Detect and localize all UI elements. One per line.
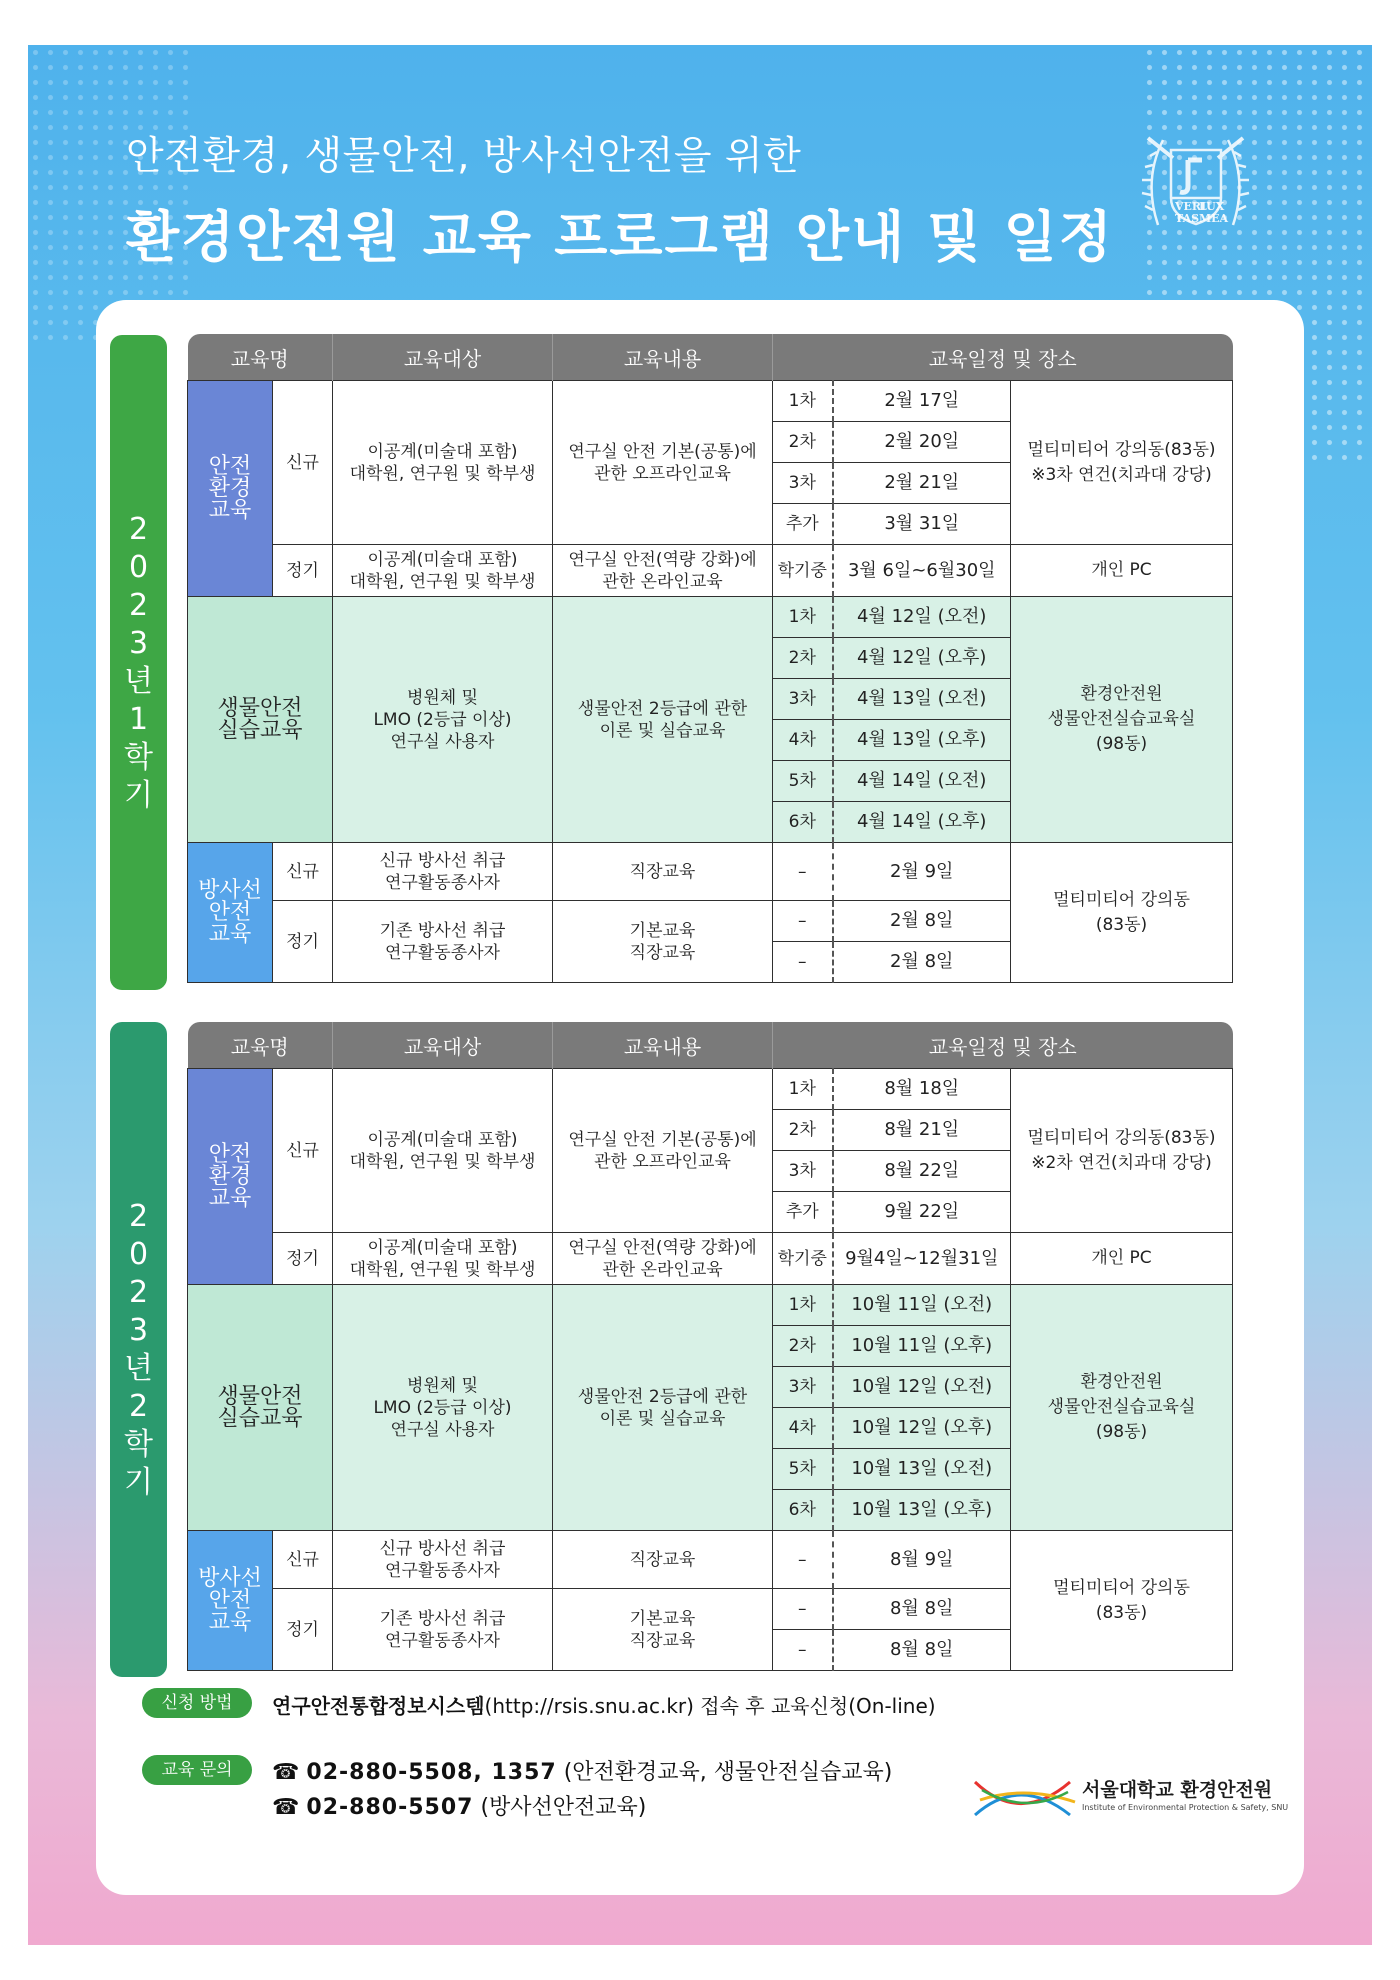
content-cell: 기본교육 직장교육 [553,1589,773,1671]
phone-icon: ☎ [272,1760,300,1785]
type-label: 신규 [273,1069,333,1233]
type-label: 신규 [273,1531,333,1589]
phone-number[interactable]: 02-880-5507 [306,1795,474,1820]
apply-url[interactable]: (http://rsis.snu.ac.kr) 접속 후 교육신청(On-line) [484,1694,936,1718]
category-label: 안전 환경 교육 [188,381,273,597]
session-order: 1차 [773,381,833,422]
session-order: 5차 [773,761,833,802]
content-cell: 생물안전 2등급에 관한 이론 및 실습교육 [553,597,773,843]
target-cell: 이공계(미술대 포함) 대학원, 연구원 및 학부생 [333,381,553,545]
page-title: 환경안전원 교육 프로그램 안내 및 일정 [126,205,1114,269]
location-cell: 개인 PC [1011,1233,1233,1285]
content-cell: 연구실 안전 기본(공통)에 관한 오프라인교육 [553,1069,773,1233]
session-order: 추가 [773,504,833,545]
contact-phone-1 [272,1755,892,1786]
column-header: 교육대상 [333,1022,553,1069]
session-order: 학기중 [773,1233,833,1285]
session-order: – [773,942,833,983]
column-header: 교육명 [188,1022,333,1069]
session-date: 3월 31일 [833,504,1011,545]
institute-name: 서울대학교 환경안전원 [1082,1779,1273,1801]
emblem-text: VERI [1175,200,1207,213]
session-order: 2차 [773,1110,833,1151]
session-order: 6차 [773,802,833,843]
contact-label: 교육 문의 [142,1755,252,1785]
content-cell: 직장교육 [553,1531,773,1589]
content-cell: 생물안전 2등급에 관한 이론 및 실습교육 [553,1285,773,1531]
column-header: 교육명 [188,334,333,381]
apply-system: 연구안전통합정보시스템 [272,1694,485,1718]
session-order: 학기중 [773,545,833,597]
session-order: 3차 [773,1151,833,1192]
session-date: 2월 20일 [833,422,1011,463]
apply-info [272,1690,936,1719]
location-cell: 멀티미티어 강의동 (83동) [1011,1531,1233,1671]
session-order: – [773,1531,833,1589]
category-label: 방사선 안전 교육 [188,843,273,983]
emblem-text: TAS [1175,212,1200,225]
session-order: 2차 [773,422,833,463]
schedule-table [187,1022,1233,1671]
location-cell: 개인 PC [1011,545,1233,597]
session-order: 추가 [773,1192,833,1233]
category-label: 방사선 안전 교육 [188,1531,273,1671]
session-order: 2차 [773,638,833,679]
session-order: 4차 [773,1408,833,1449]
session-date: 10월 13일 (오후) [833,1490,1011,1531]
session-date: 10월 11일 (오전) [833,1285,1011,1326]
session-date: 10월 13일 (오전) [833,1449,1011,1490]
session-date: 2월 8일 [833,942,1011,983]
session-date: 8월 8일 [833,1630,1011,1671]
target-cell: 병원체 및 LMO (2등급 이상) 연구실 사용자 [333,1285,553,1531]
session-date: 10월 12일 (오전) [833,1367,1011,1408]
page-subtitle: 안전환경, 생물안전, 방사선안전을 위한 [126,134,802,179]
session-date: 4월 12일 (오전) [833,597,1011,638]
semester-label: 2023년 2학기 [110,1022,167,1677]
session-date: 8월 18일 [833,1069,1011,1110]
column-header: 교육일정 및 장소 [773,334,1233,381]
semester-label: 2023년 1학기 [110,335,167,990]
content-cell: 기본교육 직장교육 [553,901,773,983]
phone-icon: ☎ [272,1795,300,1820]
session-date: 8월 22일 [833,1151,1011,1192]
target-cell: 기존 방사선 취급 연구활동종사자 [333,1589,553,1671]
phone-number[interactable]: 02-880-5508, 1357 [306,1760,557,1785]
session-date: 2월 8일 [833,901,1011,942]
category-label: 안전 환경 교육 [188,1069,273,1285]
session-date: 4월 13일 (오전) [833,679,1011,720]
location-cell: 멀티미티어 강의동(83동) ※2차 연건(치과대 강당) [1011,1069,1233,1233]
schedule-table [187,334,1233,983]
target-cell: 신규 방사선 취급 연구활동종사자 [333,1531,553,1589]
emblem-text: MEA [1199,212,1229,225]
session-order: – [773,1630,833,1671]
session-order: 6차 [773,1490,833,1531]
location-cell: 멀티미티어 강의동(83동) ※3차 연건(치과대 강당) [1011,381,1233,545]
session-date: 2월 17일 [833,381,1011,422]
category-label: 생물안전 실습교육 [188,597,333,843]
session-order: 3차 [773,1367,833,1408]
session-order: 1차 [773,1285,833,1326]
institute-english-name: Institute of Environmental Protection & Safety, SNU [1082,1803,1289,1812]
session-order: 1차 [773,597,833,638]
contact-phone-2 [272,1790,646,1821]
content-cell: 연구실 안전(역량 강화)에 관한 온라인교육 [553,1233,773,1285]
session-date: 8월 9일 [833,1531,1011,1589]
column-header: 교육대상 [333,334,553,381]
session-order: 4차 [773,720,833,761]
location-cell: 환경안전원 생물안전실습교육실 (98동) [1011,1285,1233,1531]
target-cell: 기존 방사선 취급 연구활동종사자 [333,901,553,983]
column-header: 교육내용 [553,334,773,381]
content-cell: 연구실 안전 기본(공통)에 관한 오프라인교육 [553,381,773,545]
session-date: 4월 14일 (오후) [833,802,1011,843]
content-cell: 연구실 안전(역량 강화)에 관한 온라인교육 [553,545,773,597]
category-label: 생물안전 실습교육 [188,1285,333,1531]
apply-label: 신청 방법 [142,1688,252,1718]
target-cell: 병원체 및 LMO (2등급 이상) 연구실 사용자 [333,597,553,843]
column-header: 교육내용 [553,1022,773,1069]
column-header: 교육일정 및 장소 [773,1022,1233,1069]
session-date: 9월4일~12월31일 [833,1233,1011,1285]
session-date: 10월 12일 (오후) [833,1408,1011,1449]
session-date: 2월 9일 [833,843,1011,901]
session-date: 3월 6일~6월30일 [833,545,1011,597]
type-label: 정기 [273,545,333,597]
target-cell: 이공계(미술대 포함) 대학원, 연구원 및 학부생 [333,1069,553,1233]
emblem-text: LUX [1199,200,1225,213]
target-cell: 이공계(미술대 포함) 대학원, 연구원 및 학부생 [333,1233,553,1285]
session-order: – [773,901,833,942]
session-date: 10월 11일 (오후) [833,1326,1011,1367]
type-label: 정기 [273,901,333,983]
session-date: 4월 12일 (오후) [833,638,1011,679]
session-date: 2월 21일 [833,463,1011,504]
session-order: 3차 [773,463,833,504]
session-date: 8월 8일 [833,1589,1011,1630]
phone-desc: (방사선안전교육) [480,1795,647,1820]
university-emblem-icon [1133,120,1258,245]
type-label: 신규 [273,843,333,901]
session-order: – [773,843,833,901]
session-date: 4월 13일 (오후) [833,720,1011,761]
session-order: 3차 [773,679,833,720]
session-date: 4월 14일 (오전) [833,761,1011,802]
session-order: 5차 [773,1449,833,1490]
type-label: 신규 [273,381,333,545]
location-cell: 환경안전원 생물안전실습교육실 (98동) [1011,597,1233,843]
location-cell: 멀티미티어 강의동 (83동) [1011,843,1233,983]
session-date: 8월 21일 [833,1110,1011,1151]
session-order: 2차 [773,1326,833,1367]
phone-desc: (안전환경교육, 생물안전실습교육) [563,1760,893,1785]
session-order: – [773,1589,833,1630]
target-cell: 이공계(미술대 포함) 대학원, 연구원 및 학부생 [333,545,553,597]
target-cell: 신규 방사선 취급 연구활동종사자 [333,843,553,901]
type-label: 정기 [273,1589,333,1671]
session-order: 1차 [773,1069,833,1110]
type-label: 정기 [273,1233,333,1285]
content-cell: 직장교육 [553,843,773,901]
session-date: 9월 22일 [833,1192,1011,1233]
